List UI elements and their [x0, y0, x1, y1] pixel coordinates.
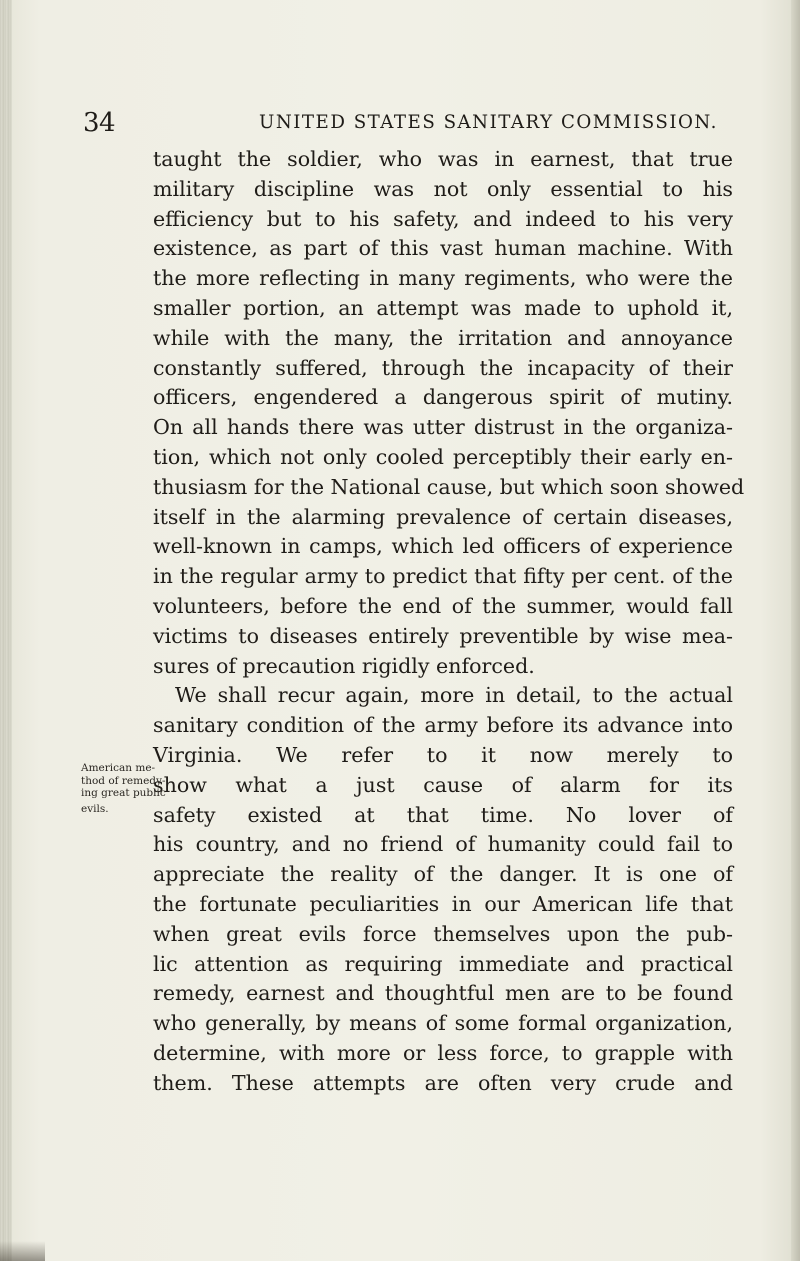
- text-line: Virginia. We refer to it now merely to: [153, 742, 733, 767]
- page-corner-stain: [0, 1241, 45, 1261]
- text-line: the more reflecting in many regiments, who were the: [153, 266, 733, 291]
- text-line: constantly suffered, through the incapacity of their: [153, 355, 733, 380]
- text-line: who generally, by means of some formal organization,: [153, 1011, 733, 1036]
- text-line: in the regular army to predict that fifty per cent. of the: [153, 564, 733, 589]
- text-line: well-known in camps, which led officers of experience: [153, 534, 733, 559]
- text-line: sanitary condition of the army before its advance into: [153, 713, 733, 738]
- text-line: lic attention as requiring immediate and practical: [153, 951, 733, 976]
- text-line: We shall recur again, more in detail, to the actual: [175, 683, 733, 708]
- text-line: remedy, earnest and thoughtful men are to be found: [153, 981, 733, 1006]
- text-line: officers, engendered a dangerous spirit of mutiny.: [153, 385, 733, 410]
- text-line: while with the many, the irritation and annoyance: [153, 325, 733, 350]
- text-line: victims to diseases entirely preventible by wise mea-: [153, 623, 733, 648]
- margin-note-line: ing great public: [81, 787, 166, 800]
- text-line: itself in the alarming prevalence of certain diseases,: [153, 504, 733, 529]
- text-line: military discipline was not only essential to his: [153, 176, 733, 201]
- text-line: them. These attempts are often very crude and: [153, 1070, 733, 1095]
- text-line: show what a just cause of alarm for its: [153, 772, 733, 797]
- page-number: 34: [83, 108, 116, 138]
- text-line: taught the soldier, who was in earnest, that true: [153, 147, 733, 171]
- text-line: his country, and no friend of humanity could fail to: [153, 832, 733, 857]
- text-line: existence, as part of this vast human machine. With: [153, 236, 733, 261]
- margin-note-line: evils.: [81, 802, 109, 815]
- page-edge-shadow: [791, 0, 800, 1261]
- text-line: appreciate the reality of the danger. It is one of: [153, 862, 733, 887]
- text-line: sures of precaution rigidly enforced.: [153, 653, 535, 678]
- running-head: UNITED STATES SANITARY COMMISSION.: [259, 112, 718, 133]
- text-line: On all hands there was utter distrust in the organiza-: [153, 415, 733, 440]
- text-line: determine, with more or less force, to grapple with: [153, 1040, 733, 1065]
- text-line: the fortunate peculiarities in our American life that: [153, 891, 733, 916]
- text-line: efficiency but to his safety, and indeed to his very: [153, 206, 733, 231]
- margin-note-line: thod of remedy-: [81, 774, 166, 787]
- text-line: thusiasm for the National cause, but which soon showed: [153, 474, 745, 499]
- text-line: smaller portion, an attempt was made to uphold it,: [153, 295, 733, 320]
- page-gutter-shadow: [0, 0, 12, 1261]
- margin-note: [81, 762, 166, 815]
- margin-note-line: American me-: [81, 762, 156, 774]
- text-line: tion, which not only cooled perceptibly their early en-: [153, 444, 733, 469]
- page-header: [83, 106, 733, 140]
- body-text: [153, 145, 745, 1099]
- text-line: volunteers, before the end of the summer, would fall: [153, 593, 733, 618]
- text-line: safety existed at that time. No lover of: [153, 802, 733, 827]
- text-line: when great evils force themselves upon the pub-: [153, 921, 733, 946]
